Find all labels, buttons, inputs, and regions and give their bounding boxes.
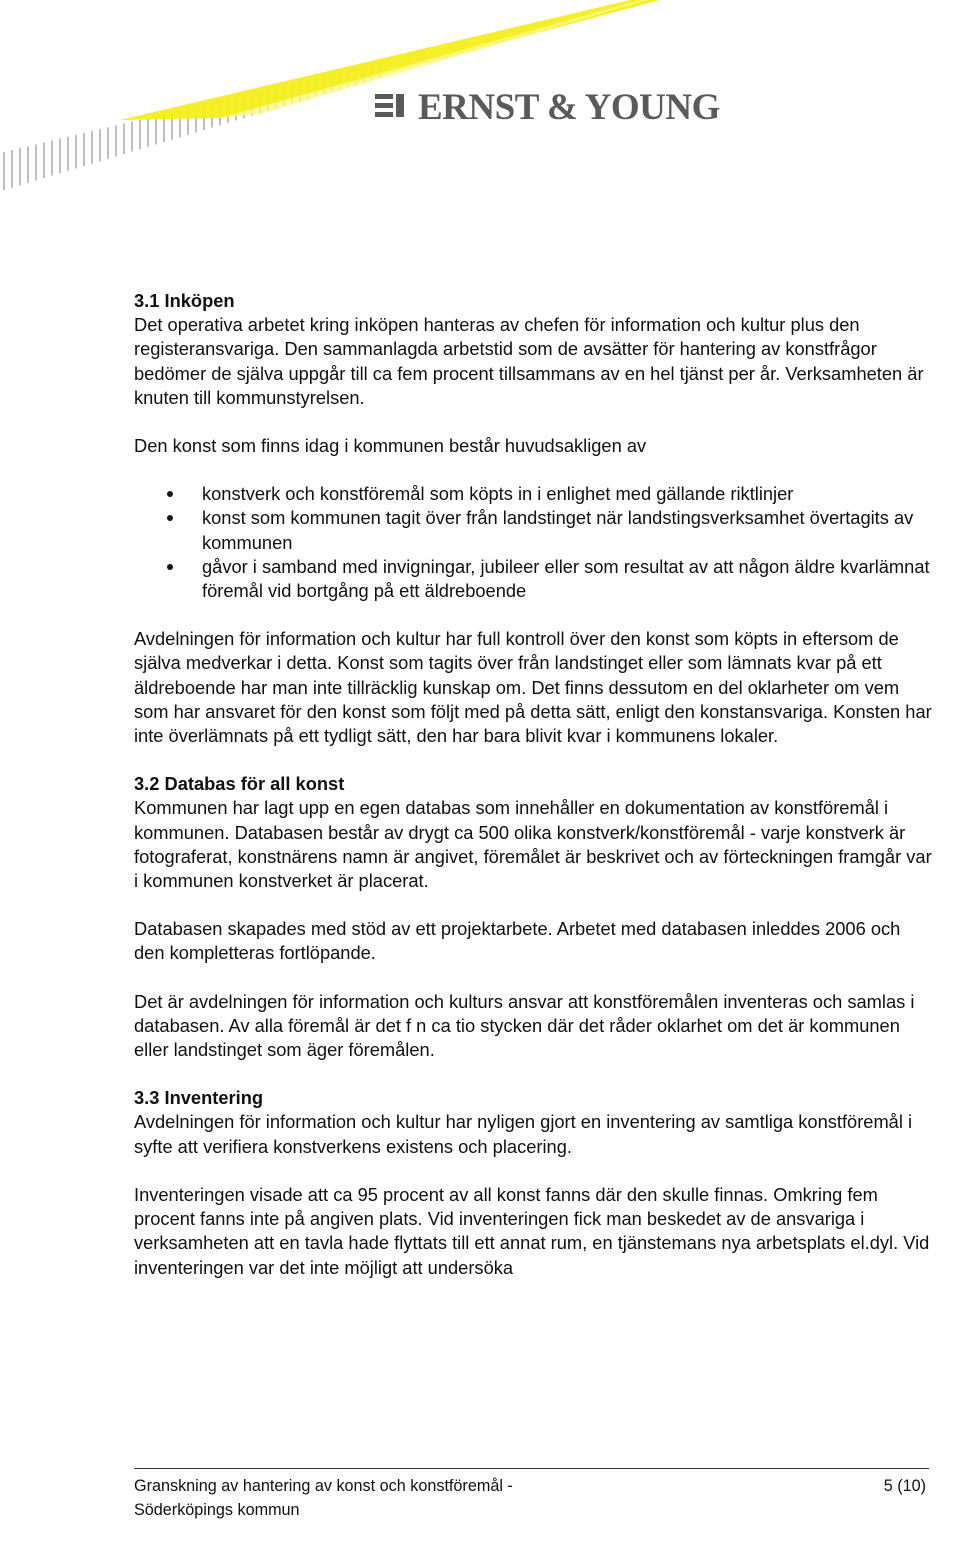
document-body — [134, 289, 934, 1280]
paragraph: Avdelningen för information och kultur har nyligen gjort en inventering av samtliga konstföremål i syfte att verifiera konstverkens existens och placering. — [134, 1111, 913, 1157]
bullet-icon — [167, 491, 173, 497]
paragraph: Det är avdelningen för information och kulturs ansvar att konstföremålen inventeras och samlas i databasen. Av alla föremål är det f n ca tio stycken där det råder oklarhet om det är kommunen eller landstinget som äger föremålen. — [134, 990, 915, 1061]
list-item — [134, 506, 934, 554]
paragraph: Databasen skapades med stöd av ett projektarbete. Arbetet med databasen inleddes 2006 och den kompletteras fortlöpande. — [134, 918, 901, 964]
section-heading-databas: 3.2 Databas för all konst — [134, 773, 345, 795]
list-item-text: gåvor i samband med invigningar, jubileer eller som resultat av att någon äldre kvarlämnat föremål vid bortgång på ett äldreboende — [202, 555, 930, 602]
section-heading-inkopen: 3.1 Inköpen — [134, 290, 235, 311]
footer-divider — [134, 1468, 929, 1469]
list-item-text: konst som kommunen tagit över från landstinget när landstingsverksamhet övertagits av kommunen — [202, 507, 914, 553]
footer-title — [134, 1474, 734, 1522]
bullet-icon — [167, 515, 173, 521]
paragraph: Inventeringen visade att ca 95 procent av all konst fanns där den skulle finnas. Omkring fem procent fanns inte på angiven plats. Vid inventeringen fick man beskedet av de ansvariga i verksamheten att en tavla hade flyttats till ett annat rum, en tjänstemans nya arbetsplats el.dyl. Vid inventeringen var det inte möjligt att undersöka — [134, 1183, 930, 1278]
section-heading-inventering: 3.3 Inventering — [134, 1087, 264, 1109]
footer-title-line: Granskning av hantering av konst och konstföremål - — [134, 1477, 513, 1495]
bullet-list — [134, 482, 934, 603]
paragraph: Den konst som finns idag i kommunen består huvudsakligen av — [134, 435, 647, 457]
footer-title-line: Söderköpings kommun — [134, 1501, 300, 1519]
list-item-text: konstverk och konstföremål som köpts in i enlighet med gällande riktlinjer — [202, 483, 794, 505]
bullet-icon — [167, 564, 173, 570]
company-logo-text: ERNST & YOUNG — [418, 87, 720, 128]
list-item — [134, 482, 934, 506]
paragraph: Kommunen har lagt upp en egen databas som innehåller en dokumentation av konstföremål i kommunen. Databasen består av drygt ca 500 olika konstverk/konstföremål - varje konstverk är fotograferat, konstnärens namn är angivet, föremålet är beskrivet och av förteckningen framgår var i kommunen konstverket är placerat. — [134, 797, 932, 892]
ey-logo-mark-icon — [375, 94, 404, 117]
list-item — [134, 555, 934, 603]
paragraph: Avdelningen för information och kultur har full kontroll över den konst som köpts in eftersom de själva medverkar i detta. Konst som tagits över från landstinget eller som lämnats kvar på ett äldreboende har man inte tillräcklig kunskap om. Det finns dessutom en del oklarheter om vem som har ansvaret för den konst som följt med på detta sätt, enligt den konstansvariga. Konsten har inte överlämnats på ett tydligt sätt, den har bara blivit kvar i kommunens lokaler. — [134, 628, 932, 747]
page-number: 5 (10) — [883, 1477, 926, 1495]
paragraph: Det operativa arbetet kring inköpen hanteras av chefen för information och kultur plus den registeransvariga. Den sammanlagda arbetstid som de avsätter för hantering av konstfrågor bedömer de själva uppgår till ca fem procent tillsammans av en hel tjänst per år. Verksamheten är knuten till kommunstyrelsen. — [134, 314, 924, 408]
